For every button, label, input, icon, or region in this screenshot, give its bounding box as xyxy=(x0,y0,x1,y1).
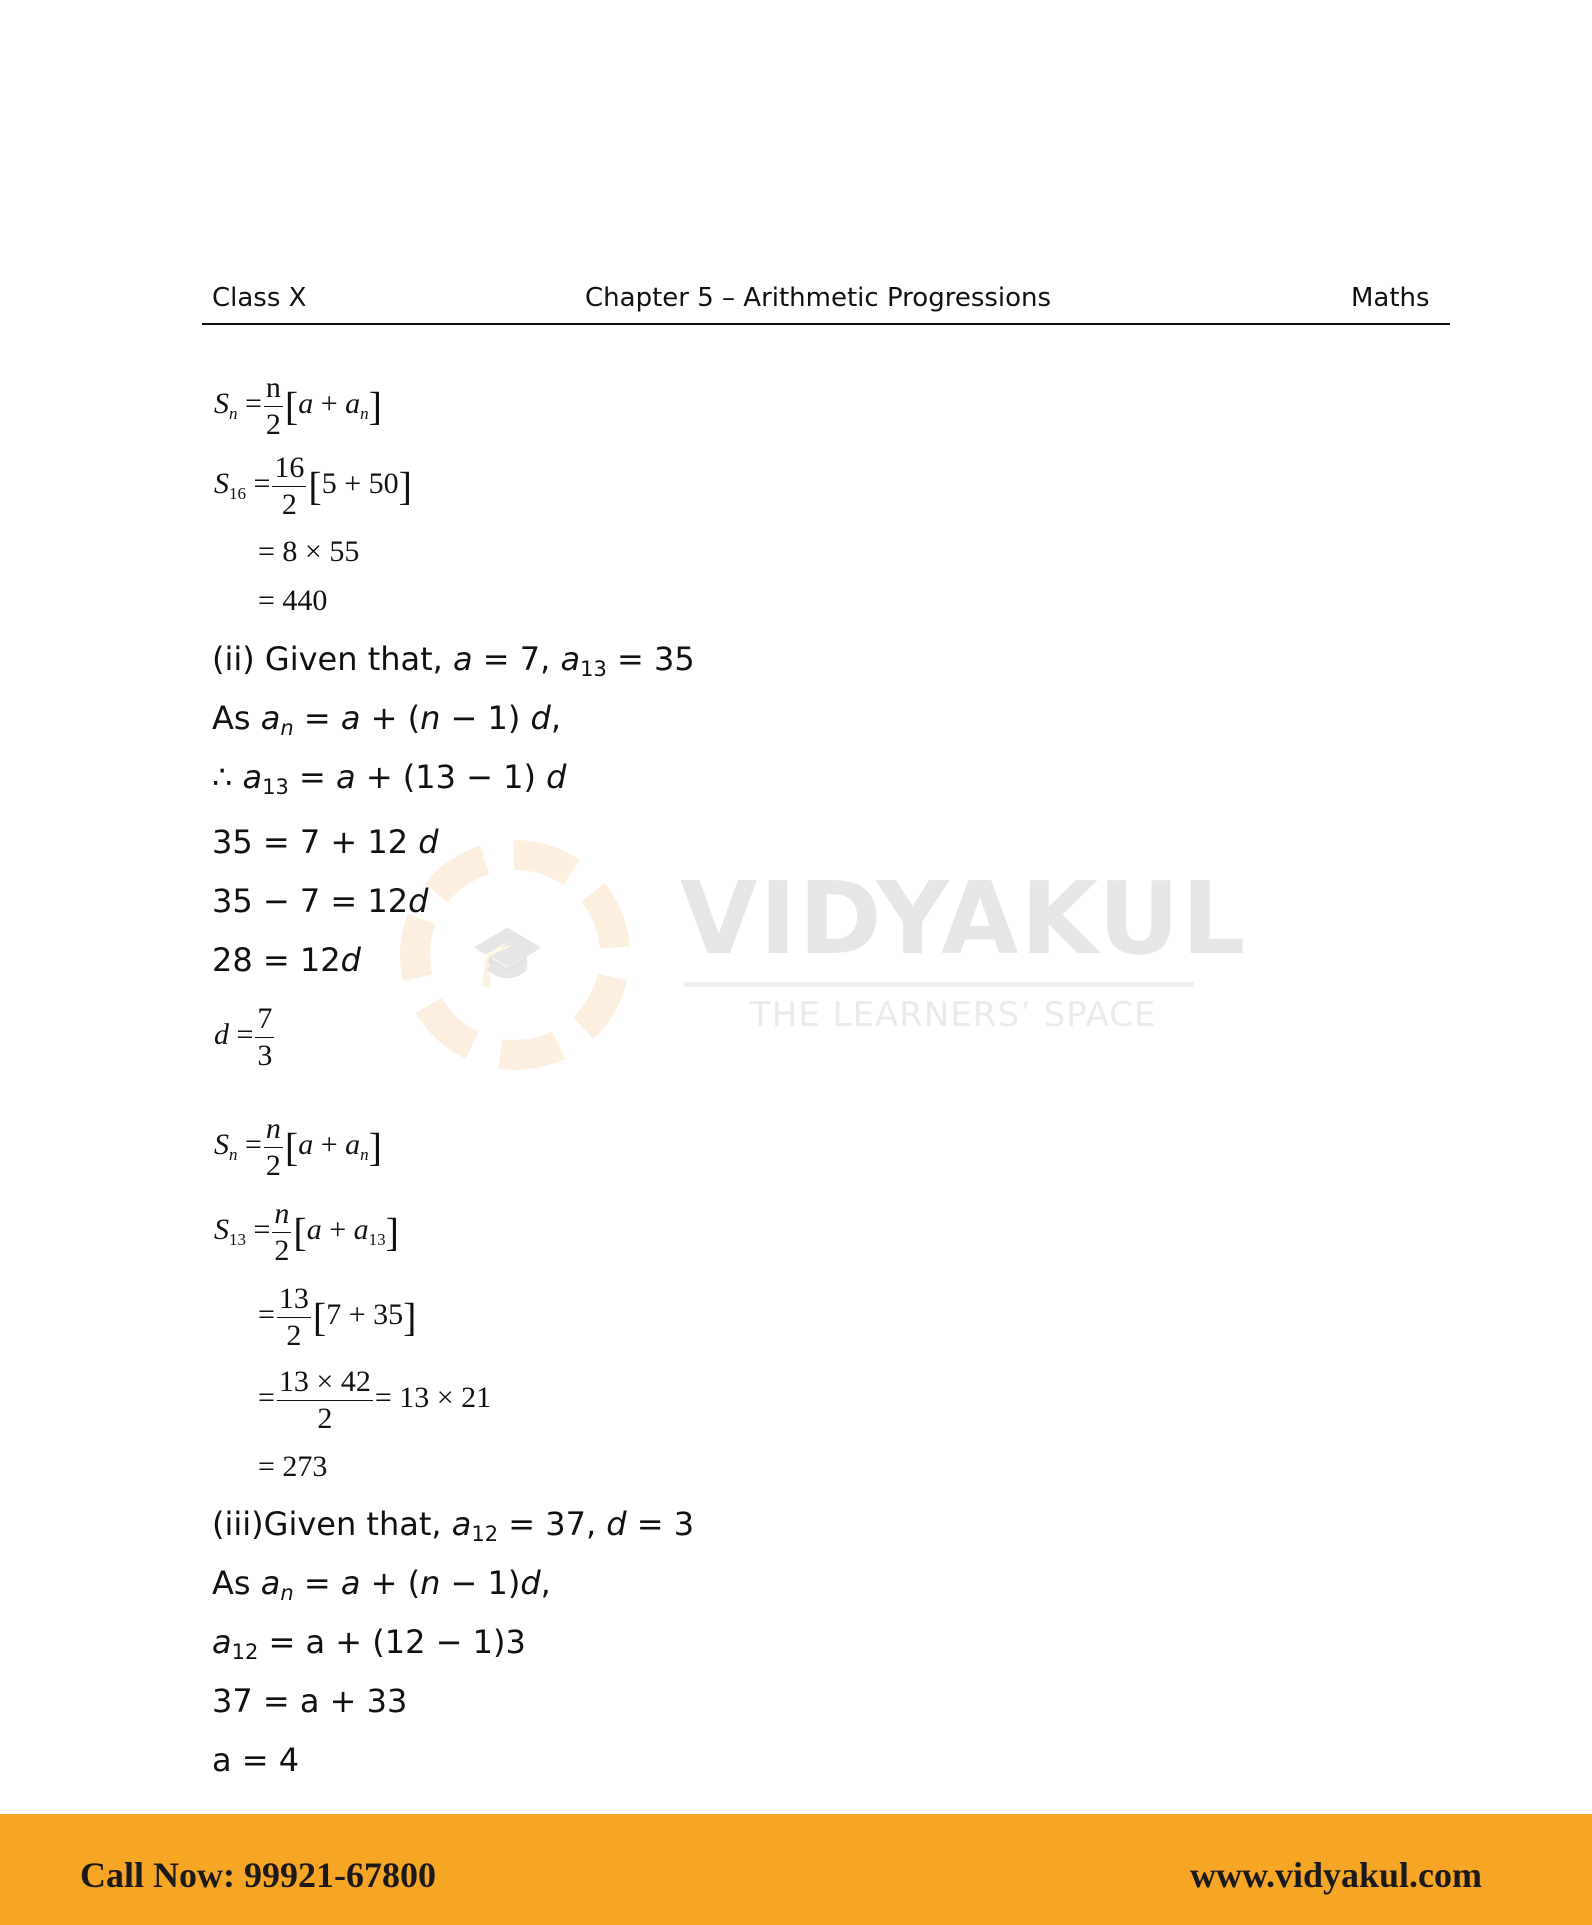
part-iii-result: a = 4 xyxy=(212,1741,300,1779)
part-iii-given: (iii)Given that, $a_{12} = 37$, d = 3 xyxy=(212,1505,695,1546)
s13-simplify: = $\frac{13 \times 42}{2}$ = 13 × 21 xyxy=(258,1365,492,1435)
s13-substitution: = $\frac{13}{2}$ [7 + 35] xyxy=(258,1282,417,1352)
website-link[interactable]: www.vidyakul.com xyxy=(1189,1855,1482,1895)
part-ii-eq3: 28 = 12d xyxy=(212,941,361,979)
sn-formula-1: $S_n$ = $\frac{n}{2}$ $[a + a_n]$ xyxy=(214,371,382,441)
sn-formula-2: $S_n$ = $\frac{n}{2}$ $[a + a_n]$ xyxy=(214,1112,382,1182)
part-iii-eq1: 37 = a + 33 xyxy=(212,1682,408,1720)
header-chapter: Chapter 5 – Arithmetic Progressions xyxy=(585,283,1052,313)
s13-result: = 273 xyxy=(258,1450,328,1483)
watermark-tagline: THE LEARNERS’ SPACE xyxy=(750,995,1157,1035)
s13-formula: $S_{13}$ = $\frac{n}{2}$ $[a + a_{13}]$ xyxy=(214,1197,399,1267)
s16-result: = 440 xyxy=(258,584,328,617)
s16-step: = 8 × 55 xyxy=(258,535,360,568)
footer-banner xyxy=(0,1814,1592,1925)
d-value: d = $\frac{7}{3}$ xyxy=(214,1002,273,1072)
graduation-cap-icon: 🎓 xyxy=(470,921,545,991)
part-ii-eq2: 35 − 7 = 12d xyxy=(212,882,429,920)
part-iii-a12: $a_{12} = a + (12 - 1)3$ xyxy=(212,1623,526,1664)
part-ii-eq1: 35 = 7 + 12 d xyxy=(212,823,439,861)
part-ii-a13: ∴ $a_{13} = a + (13 - 1)$ d xyxy=(212,758,567,799)
watermark-underline xyxy=(684,982,1194,987)
watermark-brand: VIDYAKUL xyxy=(680,860,1248,977)
part-iii-nth-term: As $a_n = a + (n - 1)d$, xyxy=(212,1564,551,1605)
call-now-text: Call Now: 99921-67800 xyxy=(80,1855,436,1895)
part-ii-given: (ii) Given that, a = 7, $a_{13} = 35$ xyxy=(212,640,695,681)
header-class: Class X xyxy=(212,283,307,313)
watermark xyxy=(400,840,1248,1090)
part-ii-nth-term: As $a_n = a + (n - 1)$ d, xyxy=(212,699,561,740)
s16-formula: $S_{16}$ = $\frac{16}{2}$ [5 + 50] xyxy=(214,451,412,521)
header-subject: Maths xyxy=(1351,283,1430,313)
header-divider xyxy=(202,323,1450,325)
